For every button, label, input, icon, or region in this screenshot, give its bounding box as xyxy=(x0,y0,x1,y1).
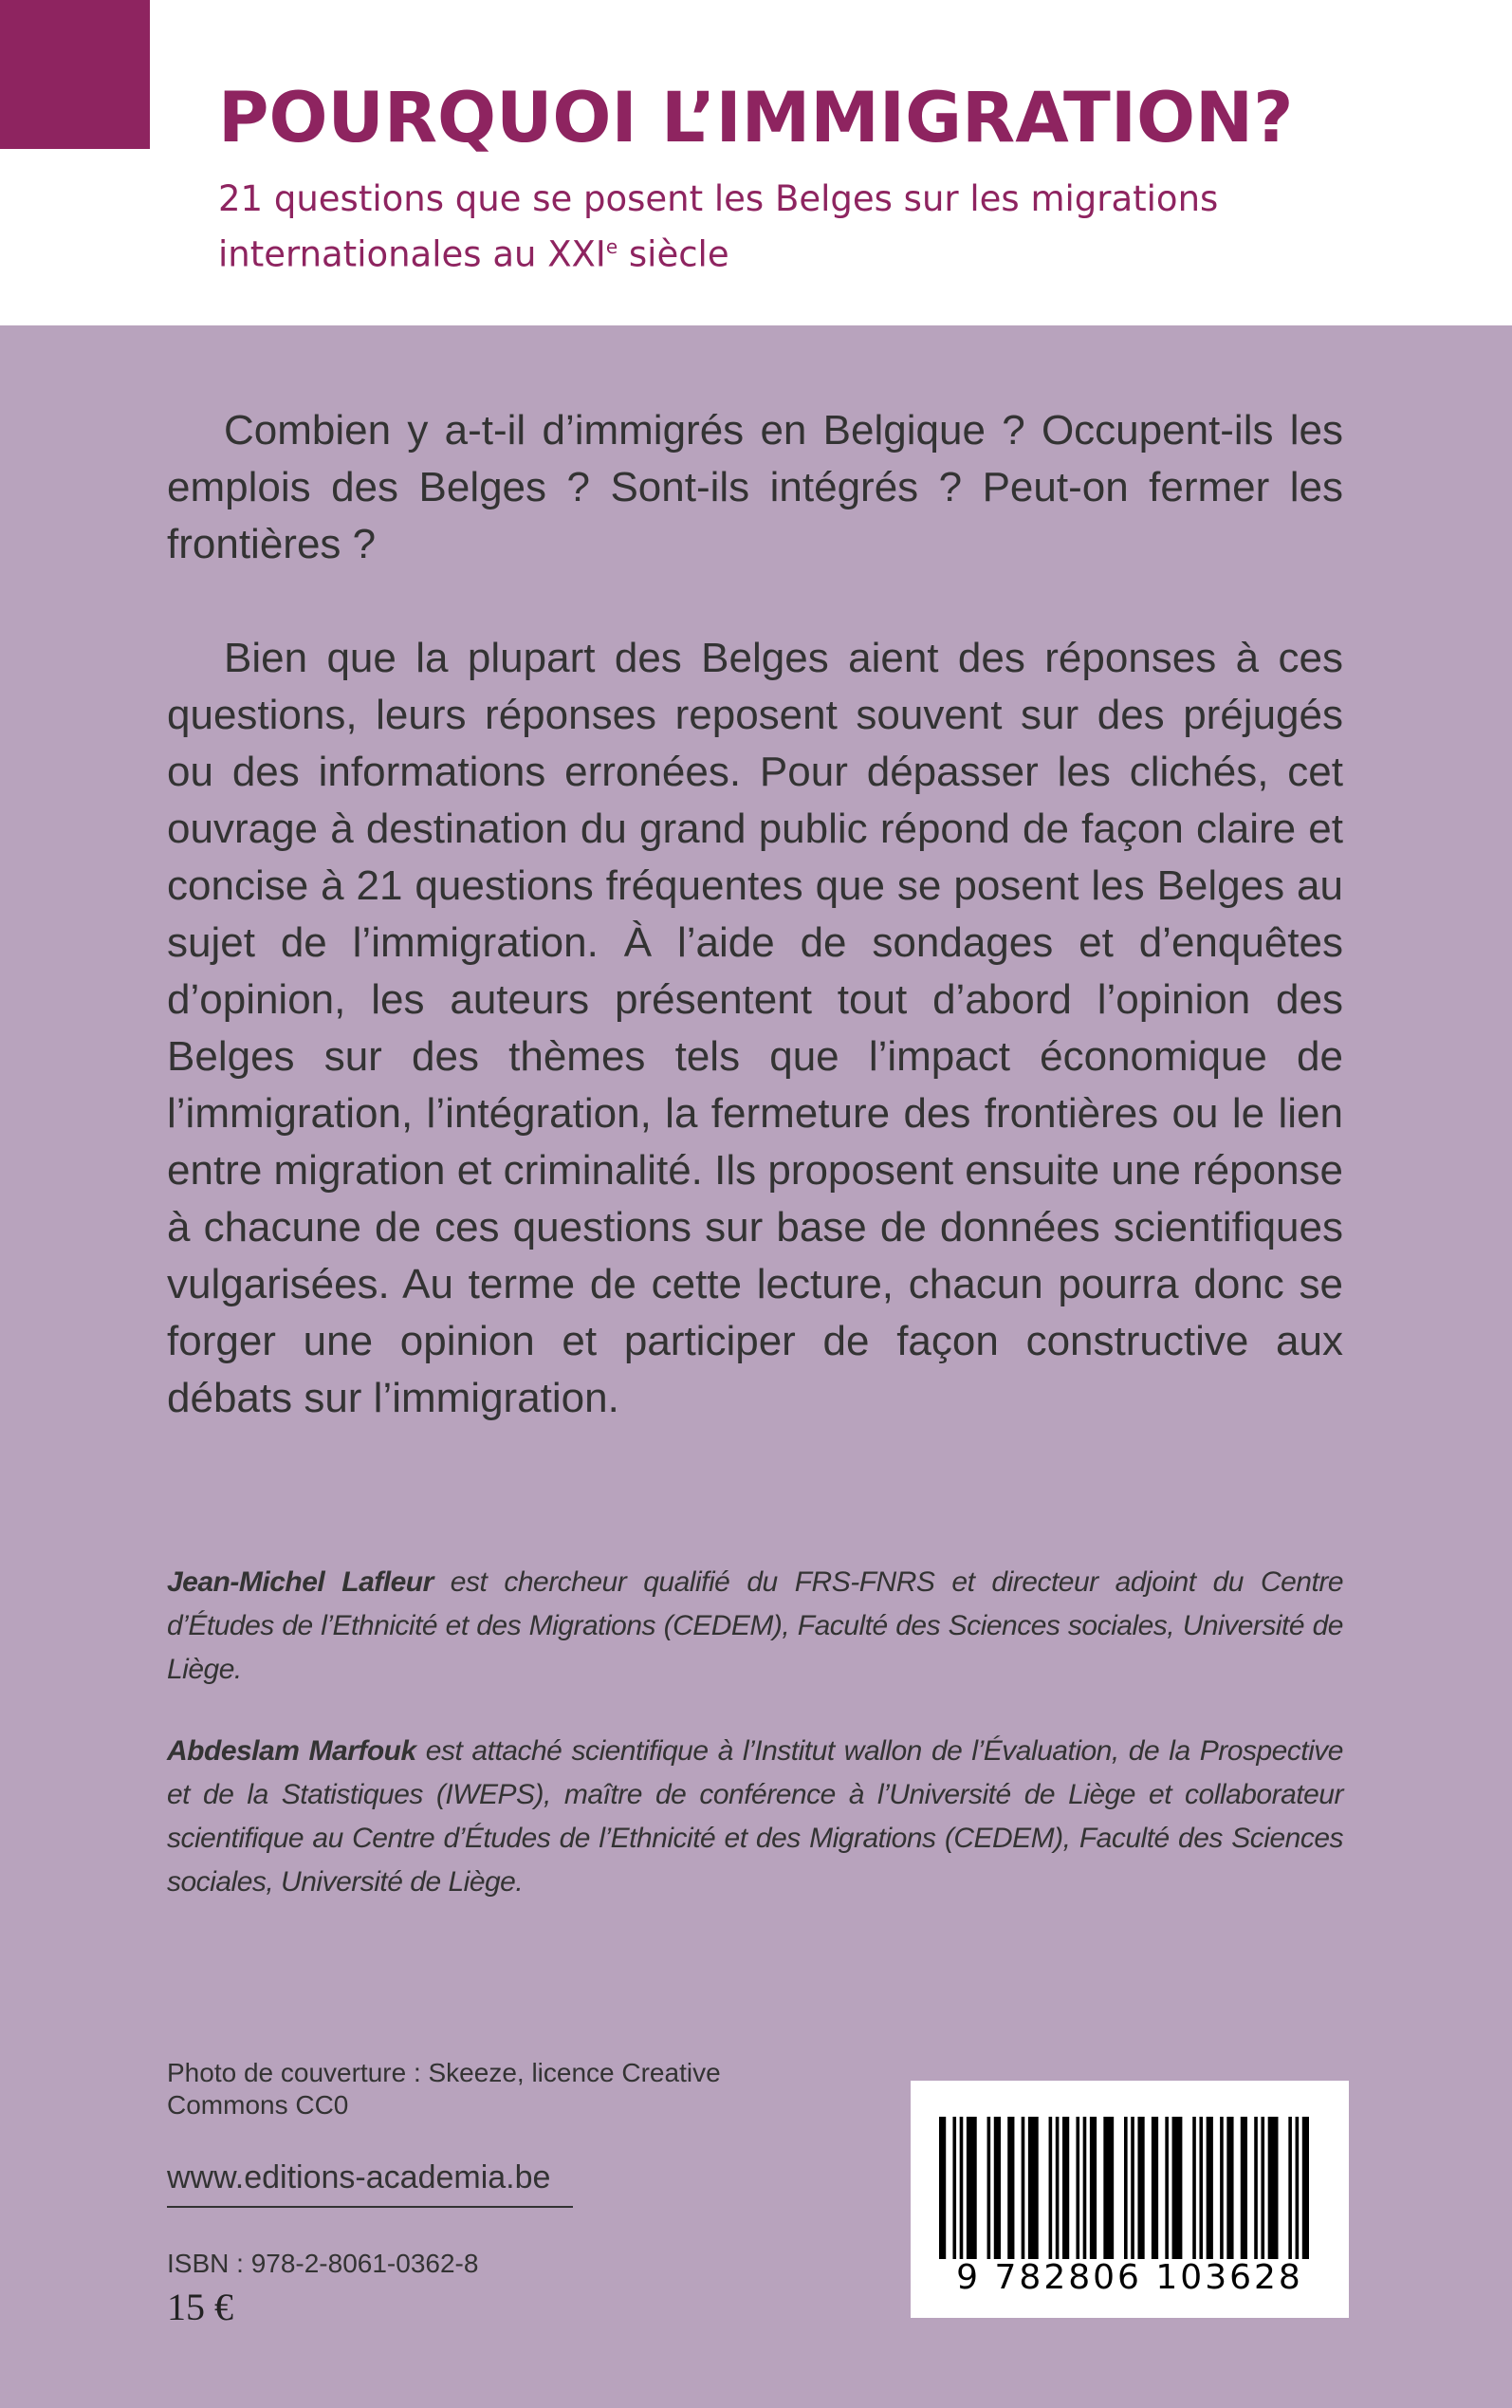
author-bio xyxy=(167,1730,1343,1904)
barcode xyxy=(911,2081,1349,2318)
author-bios xyxy=(167,1561,1343,1942)
barcode-bar xyxy=(952,2117,956,2259)
isbn: ISBN : 978-2-8061-0362-8 xyxy=(167,2249,479,2278)
barcode-bar xyxy=(1199,2117,1203,2259)
barcode-bar xyxy=(1131,2117,1134,2259)
blurb xyxy=(167,402,1343,1484)
barcode-bar xyxy=(1022,2117,1025,2259)
barcode-bar xyxy=(1137,2117,1144,2259)
barcode-bar xyxy=(1049,2117,1053,2259)
barcode-bar xyxy=(1268,2117,1279,2259)
barcode-bar xyxy=(1226,2117,1233,2259)
barcode-bar xyxy=(1090,2117,1097,2259)
blurb-paragraph-1: Combien y a-t-il d’immigrés en Belgique ? Occupent-ils les emplois des Belges ? Sont-ils intégrés ? Peut-on fermer les frontières ? xyxy=(167,407,1343,567)
barcode-bar xyxy=(1056,2117,1060,2259)
barcode-bar xyxy=(1103,2117,1114,2259)
author-name: Jean-Michel Lafleur xyxy=(167,1566,433,1598)
author-bio-text: est chercheur qualifié du FRS-FNRS et directeur adjoint du Centre d’Études de l’Ethnicité et des Migrations (CEDEM), Faculté des Sciences sociales, Université de Liège. xyxy=(167,1566,1344,1685)
barcode-bar xyxy=(1028,2117,1039,2259)
cover-header xyxy=(0,0,1512,325)
barcode-bar xyxy=(1165,2117,1169,2259)
barcode-bar xyxy=(1124,2117,1128,2259)
price: 15 € xyxy=(167,2286,233,2328)
barcode-bar xyxy=(1172,2117,1183,2259)
accent-block xyxy=(0,0,150,149)
book-subtitle xyxy=(218,175,1451,278)
barcode-bar xyxy=(1076,2117,1079,2259)
barcode-bar xyxy=(1007,2117,1014,2259)
author-bio-text: est attaché scientifique à l’Institut wallon de l’Évaluation, de la Prospective et de la Statistiques (IWEPS), maître de conférence à l’Université de Liège et collaborateur scientifique au Centre d’Études de l’Ethnicité et des Migrations (CEDEM), Faculté des Sciences sociales, Université de Liège. xyxy=(167,1735,1343,1898)
barcode-bar xyxy=(960,2117,964,2259)
subtitle-line-2: internationales au XXI xyxy=(218,233,606,275)
barcode-bar xyxy=(1083,2117,1087,2259)
barcode-bar xyxy=(1220,2117,1224,2259)
photo-credit: Photo de couverture : Skeeze, licence Creative Commons CC0 xyxy=(167,2058,721,2120)
barcode-bar xyxy=(939,2117,946,2259)
barcode-bar xyxy=(1207,2117,1213,2259)
barcode-bar xyxy=(967,2117,977,2259)
publisher-website-link[interactable]: www.editions-academia.be xyxy=(167,2159,573,2208)
barcode-bar xyxy=(1261,2117,1264,2259)
author-name: Abdeslam Marfouk xyxy=(167,1735,416,1767)
barcode-bar xyxy=(1288,2117,1292,2259)
subtitle-superscript: e xyxy=(605,235,618,258)
book-title: POURQUOI L’IMMIGRATION? xyxy=(218,78,1294,158)
barcode-bar xyxy=(1296,2117,1300,2259)
barcode-bars xyxy=(939,2117,1309,2259)
barcode-bar xyxy=(1152,2117,1158,2259)
barcode-bar xyxy=(1302,2117,1309,2259)
barcode-bar xyxy=(987,2117,991,2259)
subtitle-line-1: 21 questions que se posent les Belges sur les migrations xyxy=(218,178,1219,219)
author-bio xyxy=(167,1561,1343,1692)
barcode-digits: 9 782806 103628 xyxy=(956,2258,1303,2297)
barcode-bar xyxy=(1241,2117,1247,2259)
barcode-bar xyxy=(1254,2117,1258,2259)
barcode-bar xyxy=(1062,2117,1069,2259)
blurb-paragraph-2: Bien que la plupart des Belges aient des réponses à ces questions, leurs réponses reposent souvent sur des préjugés ou des informations erronées. Pour dépasser les clichés, cet ouvrage à destination du grand public répond de façon claire et concise à 21 questions fréquentes que se posent les Belges au sujet de l’immigration. À l’aide de sondages et d’enquêtes d’opinion, les auteurs présentent tout d’abord l’opinion des Belges sur des thèmes tels que l’impact économique de l’immigration, l’intégration, la fermeture des frontières ou le lien entre migration et criminalité. Ils proposent ensuite une réponse à chacune de ces questions sur base de données scientifiques vulgarisées. Au terme de cette lecture, chacun pourra donc se forger une opinion et participer de façon constructive aux débats sur l’immigration. xyxy=(167,635,1344,1421)
barcode-bar xyxy=(994,2117,1001,2259)
subtitle-line-2-end: siècle xyxy=(618,233,729,275)
barcode-bar xyxy=(1192,2117,1196,2259)
